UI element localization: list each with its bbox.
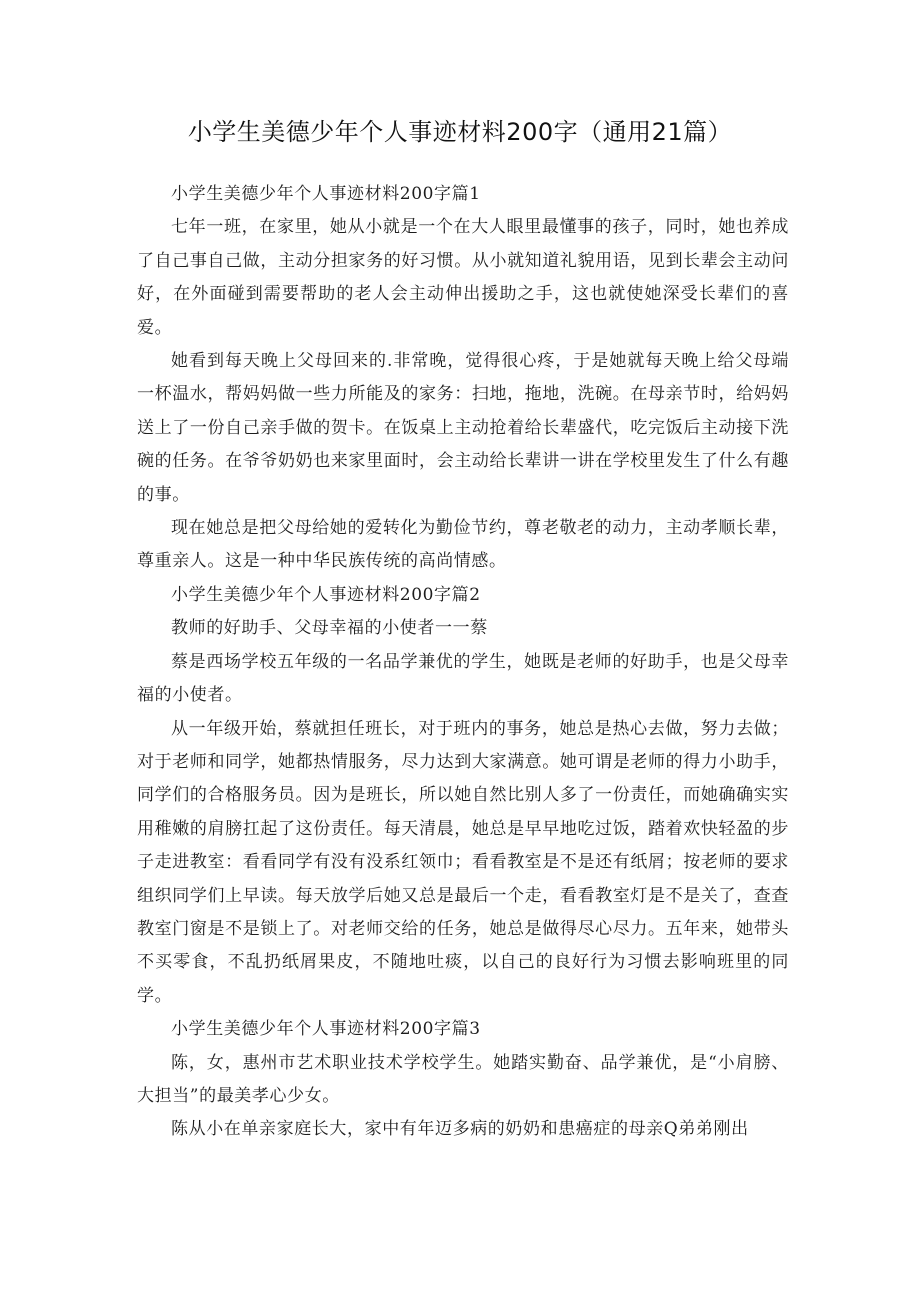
- paragraph: 现在她总是把父母给她的爱转化为勤俭节约，尊老敬老的动力，主动孝顺长辈，尊重亲人。这是一种中华民族传统的高尚情感。: [137, 518, 789, 572]
- section-heading: 小学生美德少年个人事迹材料200字篇1: [171, 184, 481, 204]
- paragraph: 七年一班，在家里，她从小就是一个在大人眼里最懂事的孩子，同时，她也养成了自己事自己做，主动分担家务的好习惯。从小就知道礼貌用语，见到长辈会主动问好，在外面碰到需要帮助的老人会主动伸出援助之手，这也就使她深受长辈们的喜爱。: [137, 217, 789, 338]
- document-title: 小学生美德少年个人事迹材料200字（通用21篇）: [187, 118, 733, 146]
- paragraph: 陈从小在单亲家庭长大，家中有年迈多病的奶奶和患癌症的母亲Q弟弟刚出: [171, 1119, 749, 1140]
- paragraph: 陈，女，惠州市艺术职业技术学校学生。她踏实勤奋、品学兼优，是“小肩膀、大担当”的最美孝心少女。: [137, 1052, 789, 1106]
- paragraph-subtitle: 教师的好助手、父母幸福的小使者一一蔡: [171, 618, 488, 639]
- document-body: [137, 178, 789, 1147]
- paragraph: 她看到每天晚上父母回来的.非常晚，觉得很心疼，于是她就每天晚上给父母端一杯温水，帮妈妈做一些力所能及的家务：扫地，拖地，洗碗。在母亲节时，给妈妈送上了一份自己亲手做的贺卡。在饭桌上主动抢着给长辈盛代，吃完饭后主动接下洗碗的任务。在爷爷奶奶也来家里面时，会主动给长辈讲一讲在学校里发生了什么有趣的事。: [137, 351, 789, 505]
- paragraph: 从一年级开始，蔡就担任班长，对于班内的事务，她总是热心去做，努力去做；对于老师和同学，她都热情服务，尽力达到大家满意。她可谓是老师的得力小助手，同学们的合格服务员。因为是班长，所以她自然比别人多了一份责任，而她确确实实用稚嫩的肩膀扛起了这份责任。每天清晨，她总是早早地吃过饭，踏着欢快轻盈的步子走进教室：看看同学有没有没系红领巾；看看教室是不是还有纸屑；按老师的要求组织同学们上早读。每天放学后她又总是最后一个走，看看教室灯是不是关了，查查教室门窗是不是锁上了。对老师交给的任务，她总是做得尽心尽力。五年来，她带头不买零食，不乱扔纸屑果皮，不随地吐痰，以自己的良好行为习惯去影响班里的同学。: [137, 718, 789, 1006]
- section-heading: 小学生美德少年个人事迹材料200字篇2: [171, 584, 481, 605]
- paragraph: 蔡是西场学校五年级的一名品学兼优的学生，她既是老师的好助手，也是父母幸福的小使者。: [137, 651, 789, 706]
- section-heading: 小学生美德少年个人事迹材料200字篇3: [171, 1019, 481, 1040]
